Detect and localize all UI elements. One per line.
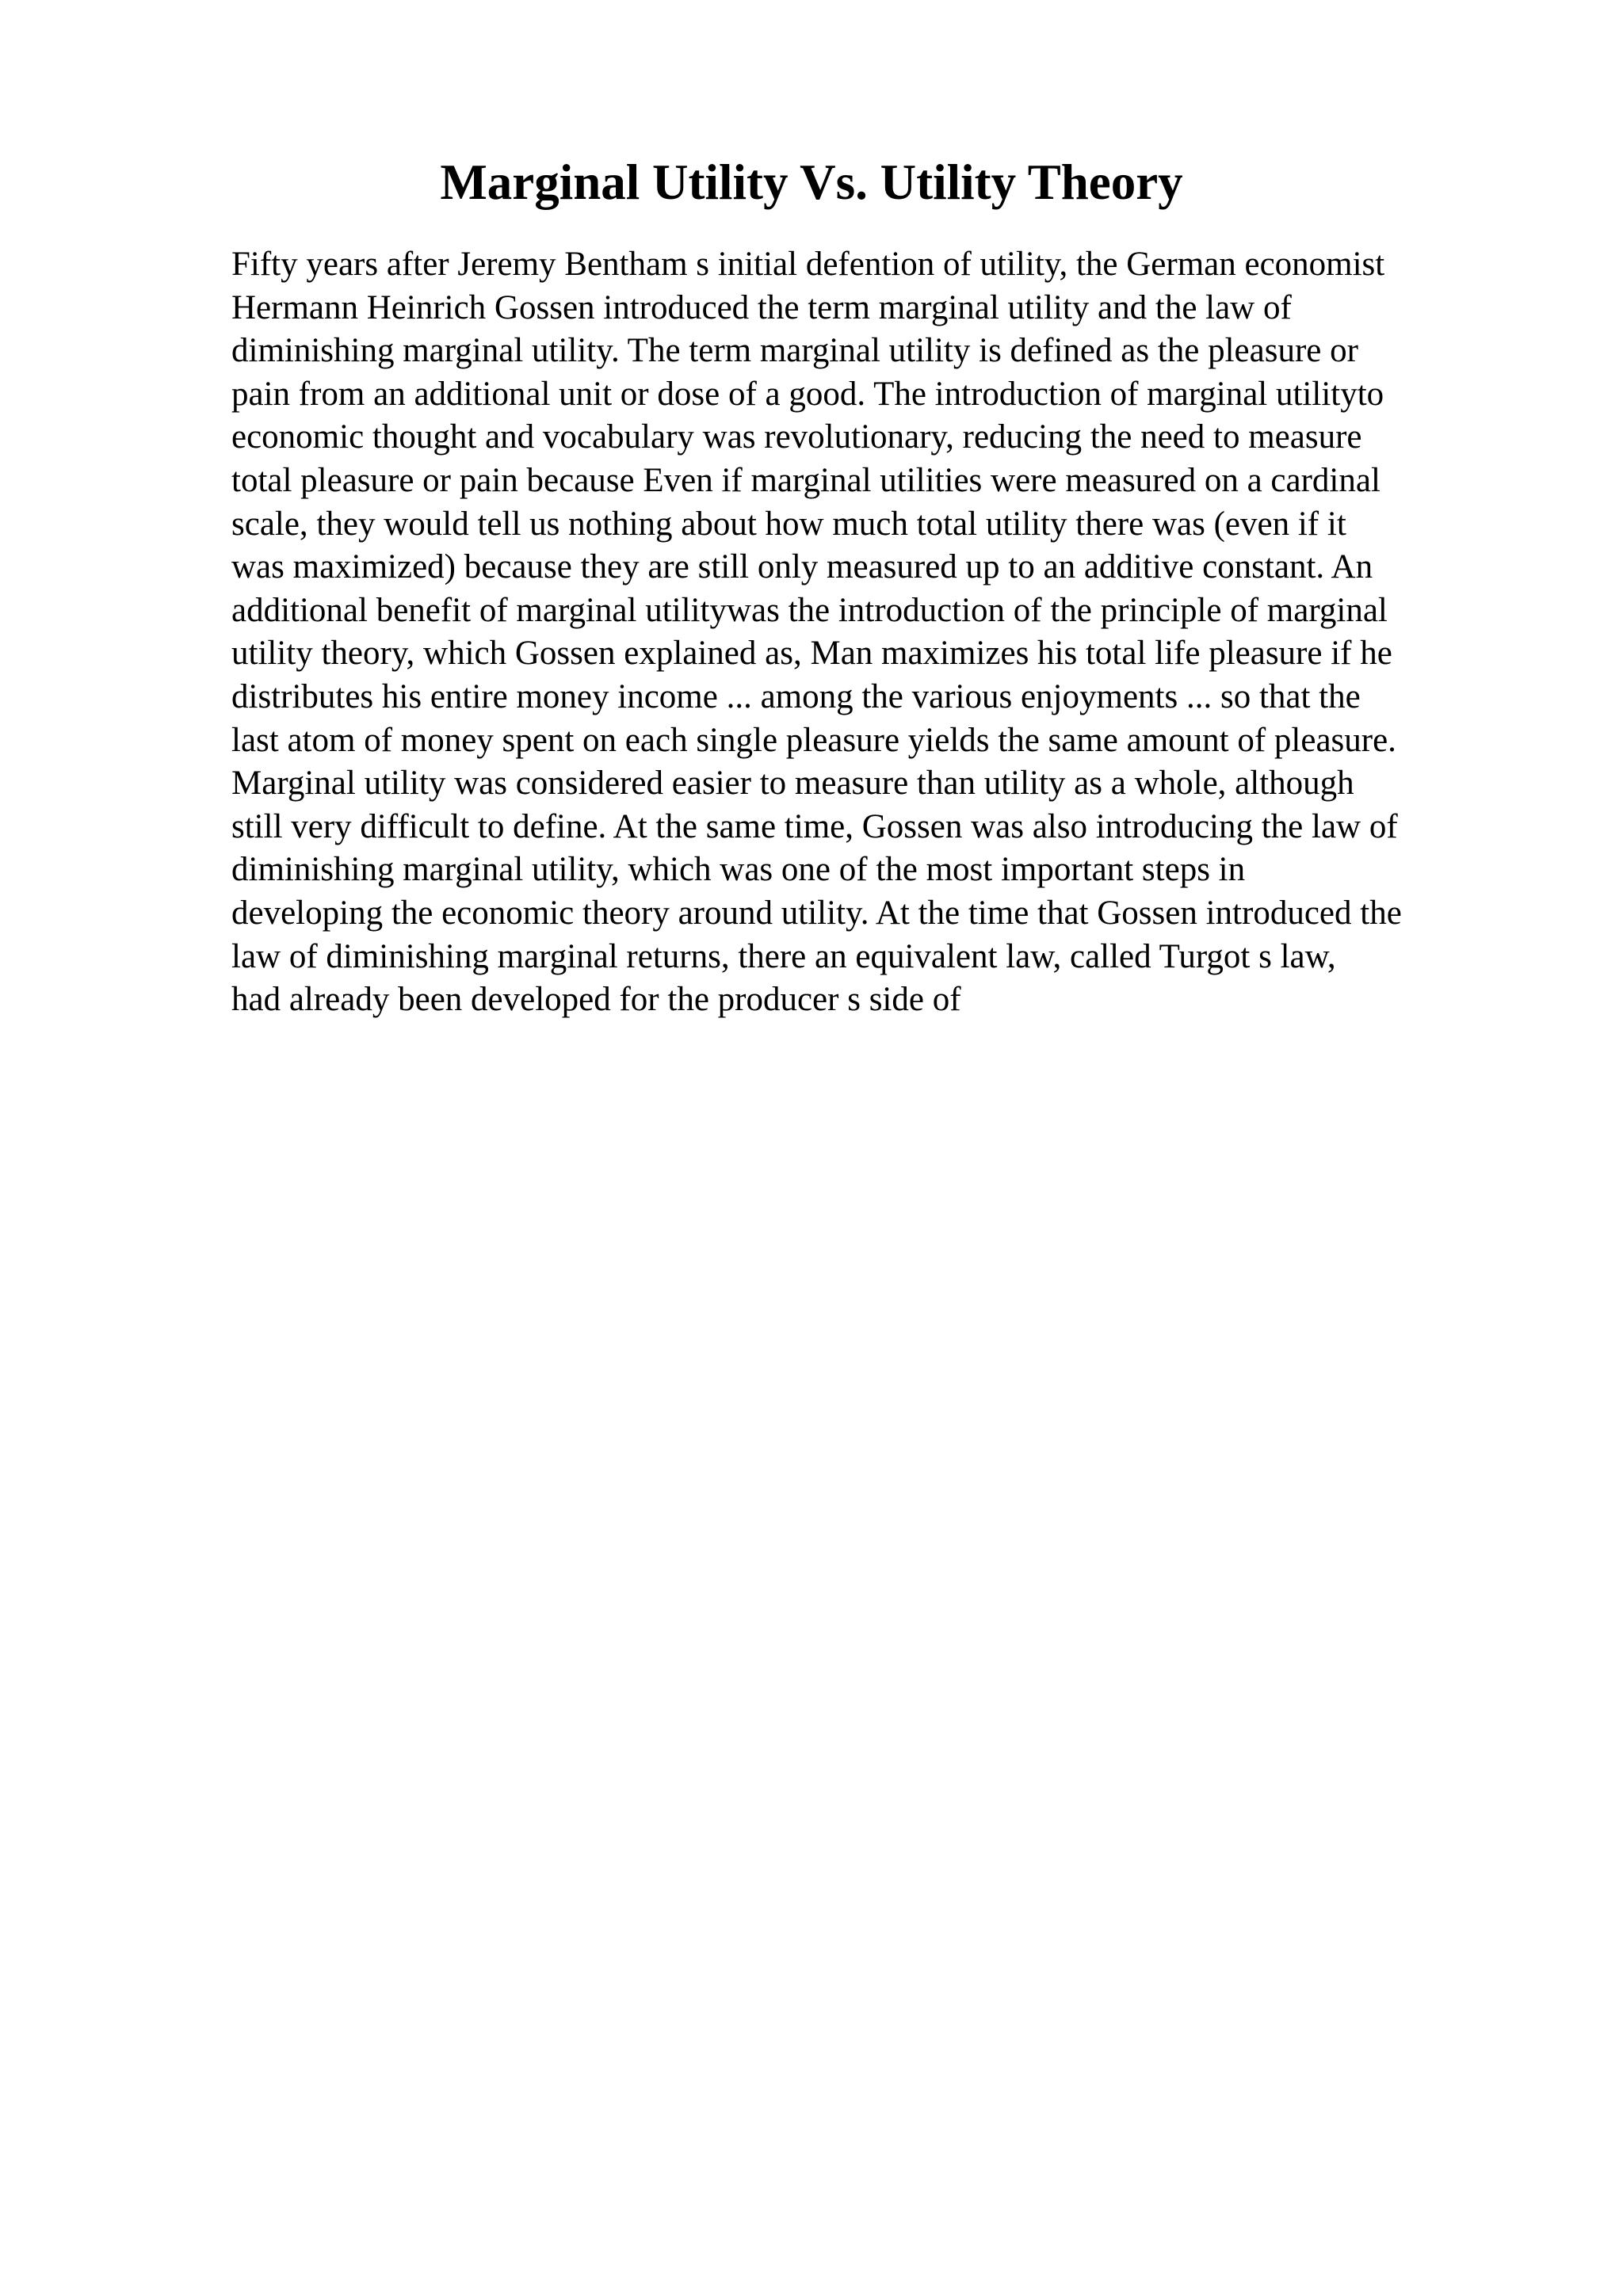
text-line: developing the economic theory around utility. At the time that Gossen introduced the xyxy=(231,894,1402,932)
text-line: still very difficult to define. At the same time, Gossen was also introducing the law of xyxy=(231,807,1398,845)
text-line: diminishing marginal utility, which was one of the most important steps in xyxy=(231,851,1246,889)
text-line: total pleasure or pain because Even if marginal utilities were measured on a cardinal xyxy=(231,461,1381,499)
text-line: Hermann Heinrich Gossen introduced the term marginal utility and the law of xyxy=(231,288,1292,326)
text-line: additional benefit of marginal utilitywas the introduction of the principle of marginal xyxy=(231,591,1388,629)
text-line: utility theory, which Gossen explained as, Man maximizes his total life pleasure if he xyxy=(231,635,1392,673)
text-line: law of diminishing marginal returns, there an equivalent law, called Turgot s law, xyxy=(231,937,1336,975)
text-line: Fifty years after Jeremy Bentham s initial defention of utility, the German economist xyxy=(231,246,1385,283)
body-paragraph xyxy=(231,243,1531,1022)
text-line: was maximized) because they are still only measured up to an additive constant. An xyxy=(231,548,1373,586)
text-line: pain from an additional unit or dose of a good. The introduction of marginal utilityto xyxy=(231,375,1384,413)
text-line: distributes his entire money income ... among the various enjoyments ... so that the xyxy=(231,677,1361,715)
document-title: Marginal Utility Vs. Utility Theory xyxy=(440,154,1183,210)
text-line: Marginal utility was considered easier to measure than utility as a whole, although xyxy=(231,765,1354,803)
text-line: had already been developed for the producer s side of xyxy=(231,981,961,1019)
text-line: scale, they would tell us nothing about how much total utility there was (even if it xyxy=(231,505,1346,543)
text-line: last atom of money spent on each single pleasure yields the same amount of pleasure. xyxy=(231,721,1396,759)
text-line: economic thought and vocabulary was revolutionary, reducing the need to measure xyxy=(231,418,1362,456)
text-line: diminishing marginal utility. The term marginal utility is defined as the pleasure or xyxy=(231,332,1358,370)
